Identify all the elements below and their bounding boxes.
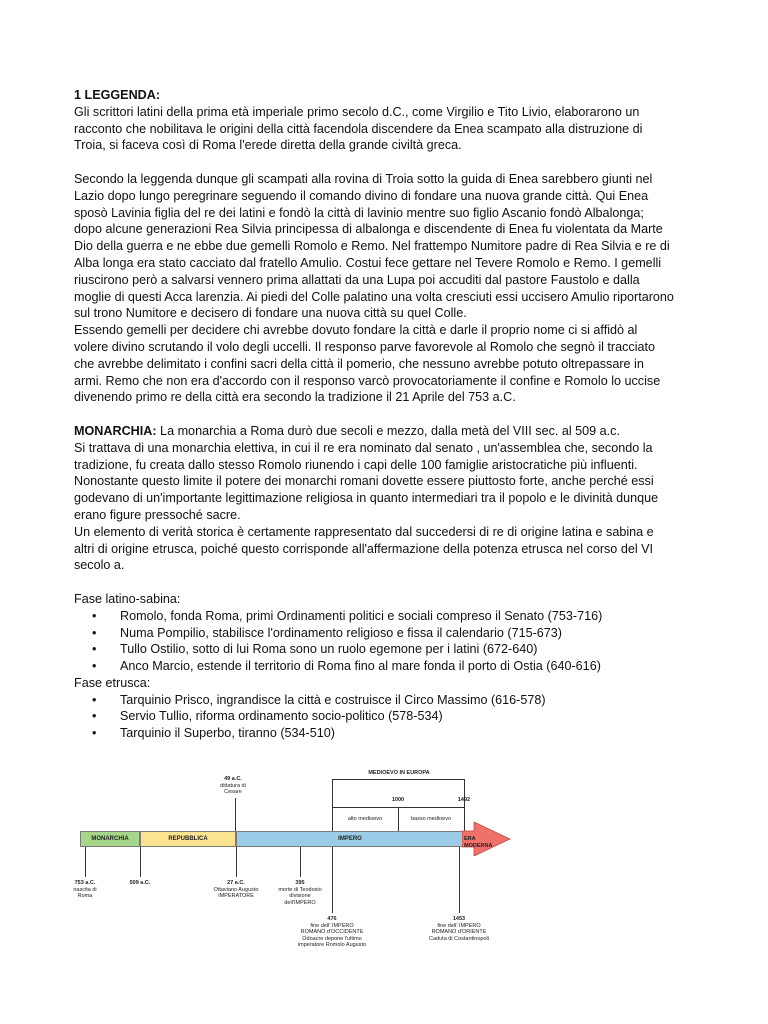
event-753-bc	[66, 880, 104, 900]
event-line: ROMANO d'ORIENTE	[431, 929, 487, 935]
event-line: Odoacre depone l'ultimo	[302, 935, 362, 942]
legend-story-line: sposò Lavinia figlia del re dei latini e fondò la città di lavinio mentre suo figlio Ascanio fondò Albalonga;	[74, 205, 644, 220]
segment-impero: IMPERO	[236, 831, 464, 847]
event-year: 27 a.C.	[227, 880, 245, 886]
tick-27-bc	[236, 847, 237, 877]
phase-latin-sabine-title: Fase latino-sabina:	[74, 591, 181, 606]
monarchy-line: erano figure pressoché sacre.	[74, 507, 241, 522]
legend-intro-line: racconto che nobilitava le origini della città facendola discendere da Enea scampato alla distruzione di	[74, 121, 643, 136]
era-moderna-label	[464, 836, 493, 849]
event-1453	[422, 916, 496, 942]
legend-story-line: Lazio dopo lungo peregrinare seguendo il comando divino di fondare una nuova grande città. Qui Enea	[74, 188, 649, 203]
event-line: Cesare	[224, 789, 242, 795]
segment-monarchia: MONARCHIA	[80, 831, 140, 847]
event-year: 1453	[452, 916, 466, 922]
monarchy-heading: MONARCHIA:	[74, 423, 157, 438]
year-1000-label: 1000	[391, 797, 405, 803]
legend-story-line: divenendo primo re della città era secondo la tradizione il 21 Aprile del 753 a.C.	[74, 390, 516, 405]
legend-heading: 1 LEGGENDA:	[74, 88, 161, 102]
tick-395	[300, 847, 301, 877]
event-49-bc	[214, 776, 252, 796]
event-year: 753 a.C.	[74, 880, 96, 886]
legend-story-line: armi. Remo che non era d'accordo con il responso varcò provocatoriamente il confine e Romolo lo uccise	[74, 373, 661, 388]
list-item: • Tarquinio Prisco, ingrandisce la città e costruisce il Circo Massimo (616-578)	[120, 692, 694, 709]
list-item: • Anco Marcio, estende il territorio di Roma fino al mare fonda il porto di Ostia (640-616)	[120, 658, 694, 675]
event-line: dittatura di	[220, 782, 246, 789]
event-line: fine dell' IMPERO	[310, 922, 354, 929]
monarchy-first-line-rest: La monarchia a Roma durò due secoli e mezzo, dalla metà del VIII sec. al 509 a.c.	[156, 423, 620, 438]
legend-story-line: che avrebbe delimitato i confini sacri della città il pomerio, che nessuno avrebbe potuto oltrepassare in	[74, 356, 644, 371]
medioevo-bracket-left	[332, 779, 333, 831]
medioevo-bracket-top	[332, 779, 464, 780]
legend-story-line: dopo alcune generazioni Rea Silvia principessa di albalonga e discendente di Enea fu violentata da Marte	[74, 222, 663, 237]
list-item: • Romolo, fonda Roma, primi Ordinamenti politici e sociali compreso il Senato (753-716)	[120, 608, 694, 625]
basso-medioevo-label: basso medioevo	[410, 816, 452, 822]
year-1492-label: 1492	[457, 797, 471, 803]
list-item: • Tullo Ostilio, sotto di lui Roma sono un ruolo egemone per i latini (672-640)	[120, 641, 694, 658]
event-year: 49 a.C.	[224, 776, 242, 782]
monarchy-line: godevano di un'importante legittimazione religiosa in quanto intermediari tra il popolo e le divinità dunque	[74, 491, 659, 506]
tick-1453	[459, 847, 460, 913]
era-moderna-line: ERA	[464, 836, 476, 842]
legend-story-line: moglie di questi Acca larenzia. Ai piedi del Colle palatino una volta cresciuti essi uccisero Amulio riportarono	[74, 289, 674, 304]
tick-476	[332, 847, 333, 913]
list-item: • Servio Tullio, riforma ordinamento socio-politico (578-534)	[120, 708, 694, 725]
event-line: morte di Teodosio	[278, 886, 322, 893]
list-item: • Numa Pompilio, stabilisce l'ordinamento religioso e fissa il calendario (715-673)	[120, 625, 694, 642]
year-1000-tick	[398, 807, 399, 831]
event-year: 395	[295, 880, 305, 886]
event-year: 509 a.C.	[129, 880, 151, 886]
tick-753-bc	[85, 847, 86, 877]
monarchy-line: secolo a.	[74, 558, 125, 573]
legend-story-line: Dio della guerra e ne ebbe due gemelli Romolo e Remo. Nel frattempo Numitore padre di Rea Silvia e re di	[74, 239, 670, 254]
event-476	[294, 916, 370, 949]
event-year: 476	[327, 916, 337, 922]
event-line: ROMANO d'OCCIDENTE	[300, 929, 364, 935]
event-line: imperatore Romolo Augusto	[297, 942, 367, 948]
medioevo-label: MEDIOEVO IN EUROPA	[368, 770, 430, 776]
segment-repubblica: REPUBBLICA	[140, 831, 236, 847]
monarchy-line: tradizione, fu creata dallo stesso Romolo riunendo i capi delle 100 famiglie aristocratiche più influenti.	[74, 457, 638, 472]
legend-story-line: riuscirono però a salvarsi vennero prima allattati da una Lupa poi accuditi dal pastore Faustolo e dalla	[74, 272, 640, 287]
event-line: Caduta di Costantinopoli	[429, 935, 489, 942]
event-395	[272, 880, 328, 906]
monarchy-first-line	[74, 423, 694, 440]
event-line: nascita di	[73, 886, 97, 893]
event-line: fine dell' IMPERO	[437, 922, 481, 929]
event-27-bc	[208, 880, 264, 900]
event-509-bc	[122, 880, 158, 887]
legend-story-line: sul trono Numitore e decisero di fondare una nuova città su quel Colle.	[74, 306, 467, 321]
monarchy-line: altri di origine etrusca, poiché questo corrisponde all'affermazione della potenza etrusca nel corso del VI	[74, 541, 654, 556]
event-line: divisione	[289, 893, 311, 899]
event-line: dell'IMPERO	[284, 899, 316, 906]
etruscan-list	[74, 692, 694, 742]
event-line: IMPERATORE	[218, 893, 254, 899]
tick-509-bc	[140, 847, 141, 877]
era-moderna-line: MODERNA	[464, 842, 493, 849]
monarchy-line: Nonostante questo limite il potere dei monarchi romani dovette essere piuttosto forte, anche perché essi	[74, 474, 654, 489]
rome-timeline	[74, 768, 514, 953]
monarchy-line: Un elemento di verità storica è certamente rappresentato dal succedersi di re di origine latina e sabina e	[74, 524, 654, 539]
legend-story-line: Essendo gemelli per decidere chi avrebbe dovuto fondare la città e darle il proprio nome ci si affidò al	[74, 323, 638, 338]
monarchy-line: Si trattava di una monarchia elettiva, in cui il re era nominato dal senato , un'assemblea che, secondo la	[74, 440, 653, 455]
legend-intro-line: Gli scrittori latini della prima età imperiale primo secolo d.C., come Virgilio e Tito Livio, elaborarono un	[74, 104, 640, 119]
event-line: Ottaviano Augusto	[213, 886, 259, 893]
document-text	[74, 87, 694, 742]
legend-intro-line: Troia, si faceva così di Roma l'erede diretta della grande civiltà greca.	[74, 138, 462, 153]
latin-sabine-list	[74, 608, 694, 675]
event-49-bc-tick	[235, 798, 236, 831]
legend-story-line: Secondo la leggenda dunque gli scampati alla rovina di Troia sotto la guida di Enea sarebbero giunti nel	[74, 171, 653, 186]
phase-etruscan-title: Fase etrusca:	[74, 675, 151, 690]
legend-story-line: Alba longa era stato cacciato dal fratello Amulio. Costui fece gettare nel Tevere Romolo e Remo. I gemelli	[74, 255, 662, 270]
event-line: Roma	[77, 893, 93, 899]
alto-medioevo-label: alto medioevo	[347, 816, 383, 822]
list-item: • Tarquinio il Superbo, tiranno (534-510)	[120, 725, 694, 742]
legend-story-line: volere divino scrutando il volo degli uccelli. Il responso parve favorevole al Romolo che segnò il tracciato	[74, 339, 656, 354]
